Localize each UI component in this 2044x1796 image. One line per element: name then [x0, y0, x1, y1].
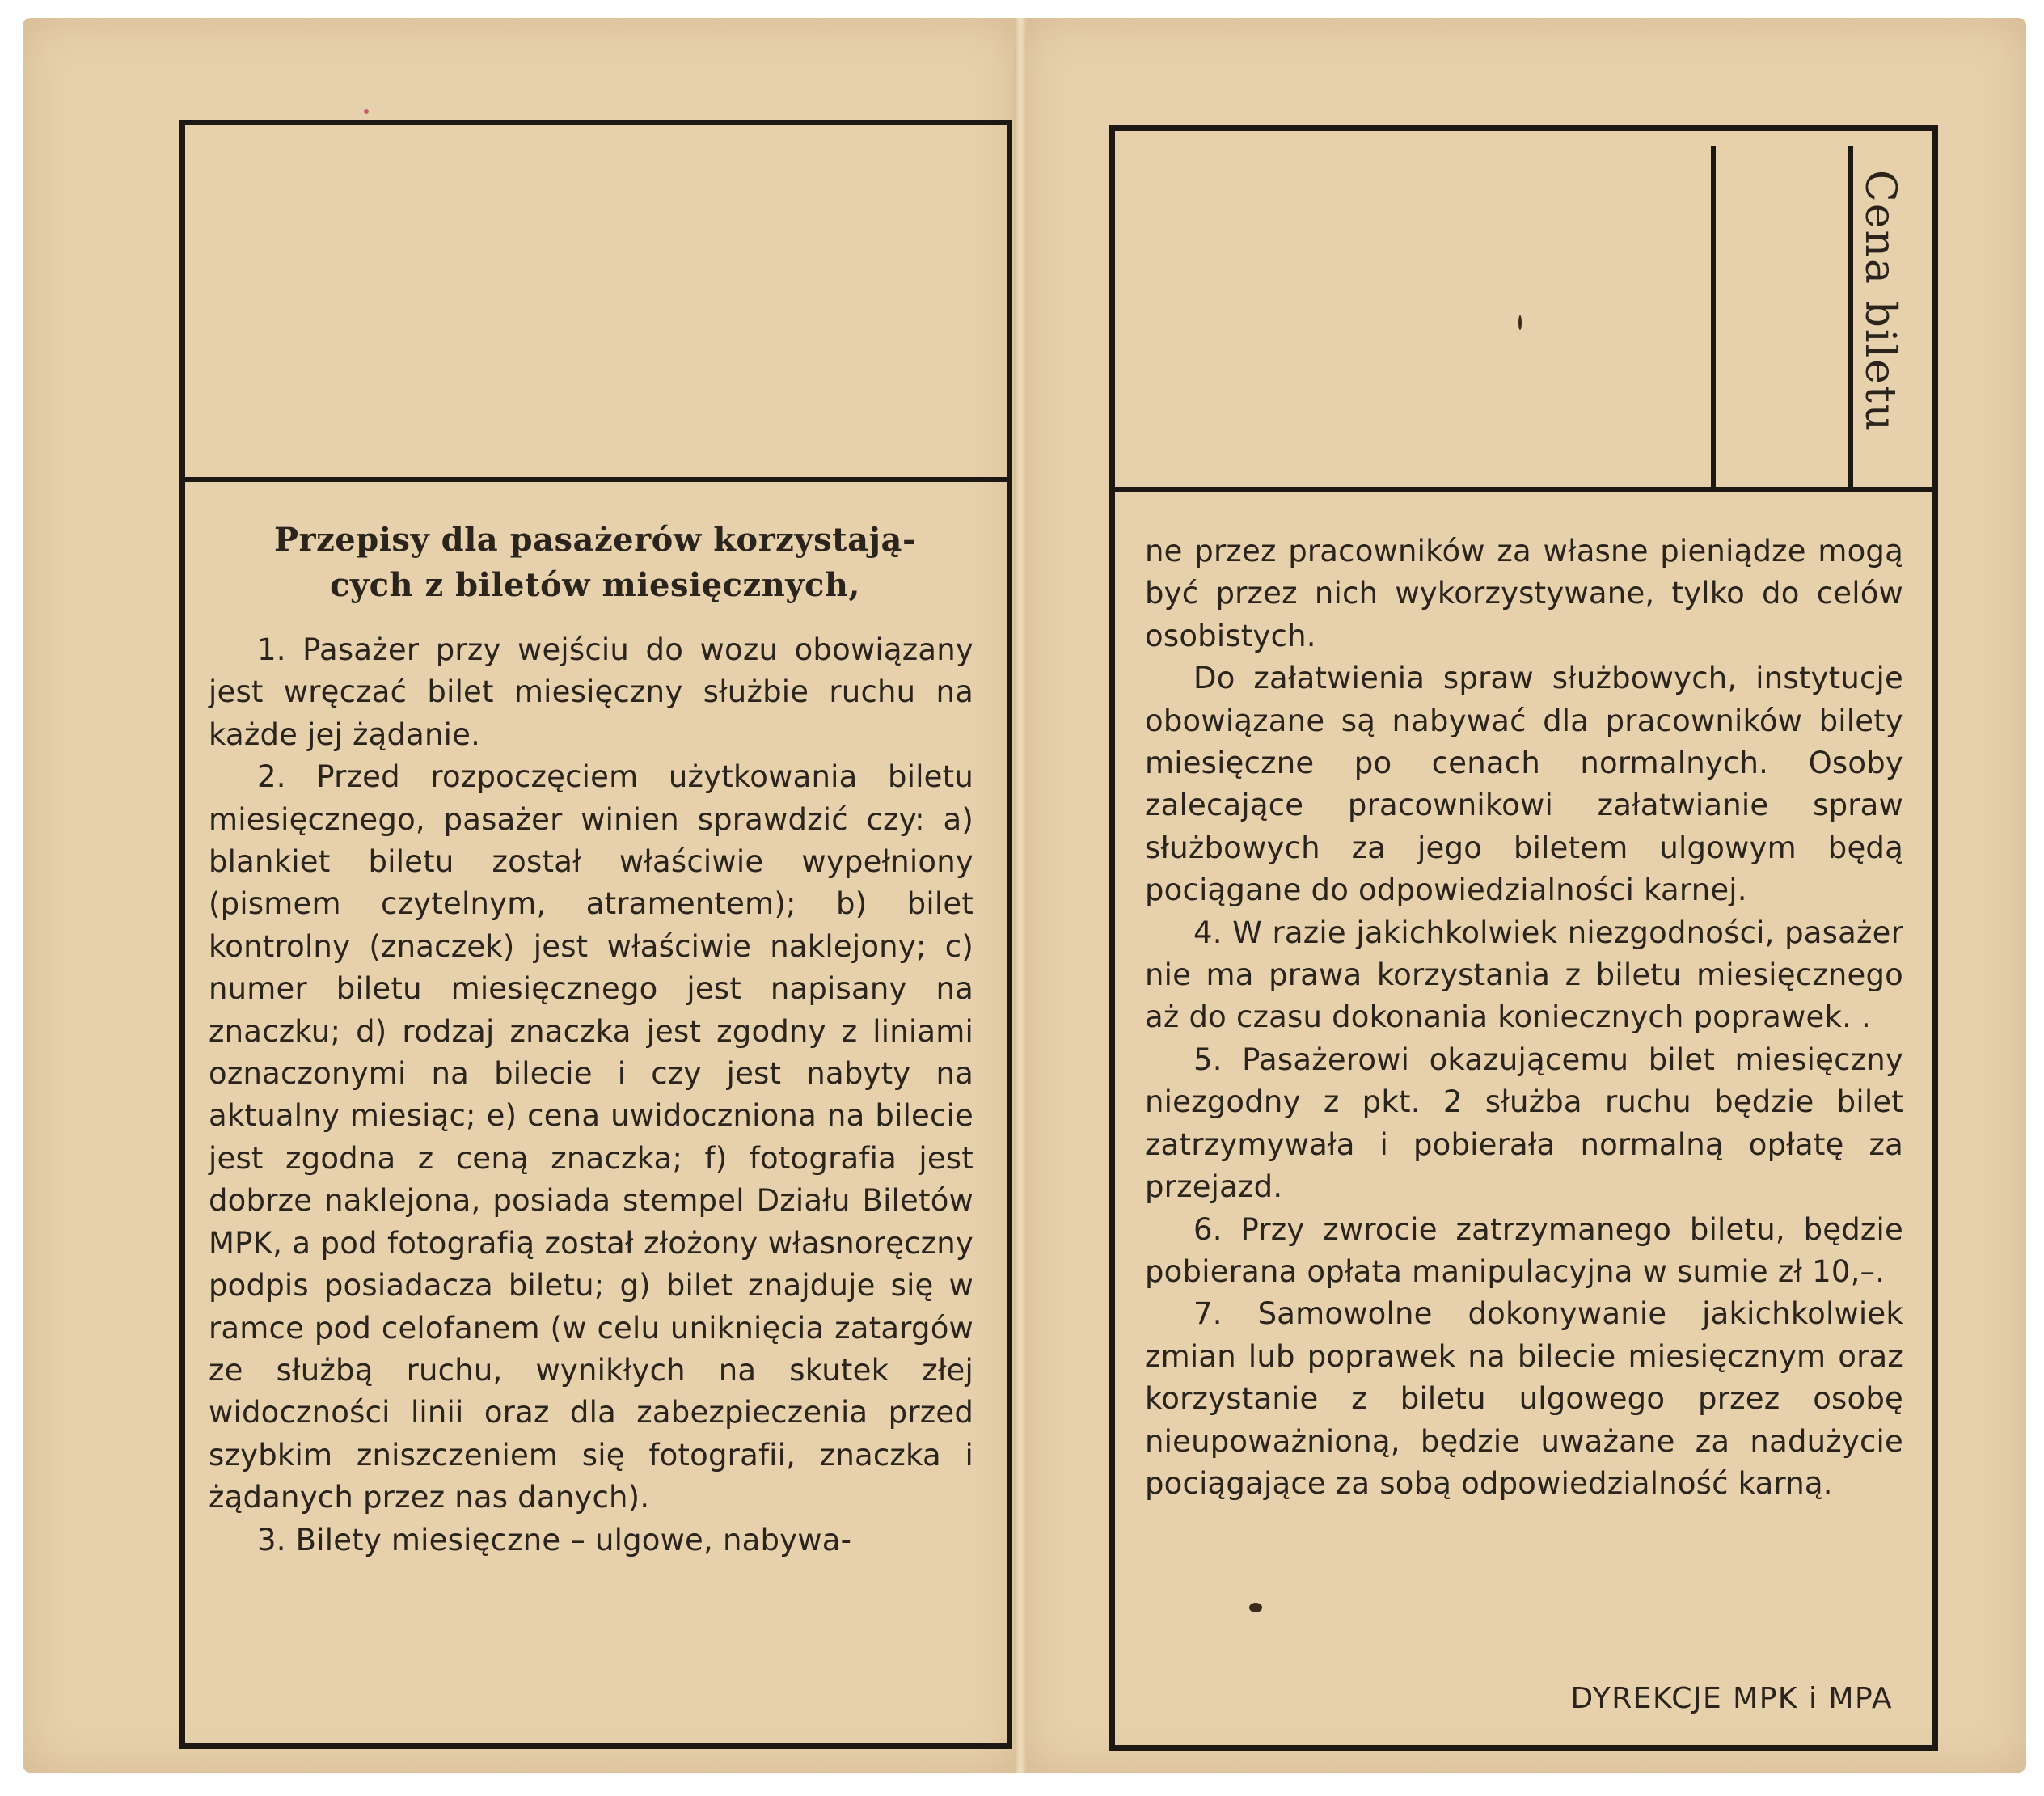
rule-7: 7. Samowolne dokonywanie jakichkolwiek zmian lub poprawek na bilecie miesięcznym oraz korzystanie z biletu ulgowego przez osobę nieupoważnioną, będzie uważane za nadużycie pociągające za sobą odpowiedzialność karną. — [1145, 1296, 1903, 1501]
rule-3-continuation: ne przez pracowników za własne pieniądze mogą być przez nich wykorzystywane, tylko do celów osobistych. — [1145, 534, 1903, 653]
rule-3-note: Do załatwienia spraw służbowych, instytucje obowiązane są nabywać dla pracowników bilety miesięczne po cenach normalnych. Osoby zalecające pracownikowi załatwianie spraw służbowych za jego biletem ulgowym będą pociągane do odpowiedzialności karnej. — [1145, 661, 1903, 908]
center-fold — [1014, 18, 1027, 1773]
rules-title-line1: Przepisy dla pasażerów korzystają- — [273, 521, 917, 559]
rule-1: 1. Pasażer przy wejściu do wozu obowiązany jest wręczać bilet miesięczny służbie ruchu na każde jej żądanie. — [209, 632, 973, 752]
right-photo-divider — [1114, 487, 1932, 492]
rule-5: 5. Pasażerowi okazującemu bilet miesięczny niezgodny z pkt. 2 służba ruchu będzie bilet zatrzymywała i pobierała normalną opłatę za przejazd. — [1145, 1042, 1903, 1205]
rule-6: 6. Przy zwrocie zatrzymanego biletu, będzie pobierana opłata manipulacyjna w sumie zł 10,–. — [1145, 1211, 1903, 1289]
paper-speck — [1518, 315, 1522, 330]
price-label: Cena biletu — [1856, 170, 1904, 433]
right-price-divider — [1848, 146, 1853, 487]
right-inner-divider — [1711, 146, 1716, 487]
left-blank-field — [186, 126, 1007, 475]
rules-title-line2: cych z biletów miesięcznych, — [330, 566, 860, 604]
right-rules-column — [1145, 530, 1903, 1505]
rule-4: 4. W razie jakichkolwiek niezgodności, pasażer nie ma prawa korzystania z biletu miesięcznego aż do czasu dokonania koniecznych poprawek. . — [1145, 915, 1903, 1035]
left-photo-divider — [184, 477, 1007, 482]
paper-speck — [1249, 1603, 1262, 1612]
paper-speck — [364, 109, 369, 114]
rule-2: 2. Przed rozpoczęciem użytkowania biletu miesięcznego, pasażer winien sprawdzić czy: a) blankiet biletu został właściwie wypełniony (pismem czytelnym, atramentem); b) bilet kontrolny (znaczek) jest właściwie naklejony; c) numer biletu miesięcznego jest napisany na znaczku; d) rodzaj znaczka jest zgodny z liniami oznaczonymi na bilecie i czy jest nabyty na aktualny miesiąc; e) cena uwidoczniona na bilecie jest zgodna z ceną znaczka; f) fotografia jest dobrze naklejona, posiada stempel Działu Biletów MPK, a pod fotografią został złożony własnoręczny podpis posiadacza biletu; g) bilet znajduje się w ramce pod celofanem (w celu uniknięcia zatargów ze służbą ruchu, wynikłych na skutek złej widoczności linii oraz dla zabezpieczenia przed szybkim zniszczeniem się fotografii, znaczka i żądanych przez nas danych). — [209, 759, 973, 1515]
left-rules-column — [209, 629, 973, 1561]
rules-title — [207, 518, 983, 608]
issuer-signature: DYREKCJE MPK i MPA — [1570, 1682, 1893, 1715]
right-blank-field — [1116, 131, 1710, 485]
rule-3-start: 3. Bilety miesięczne – ulgowe, nabywa- — [257, 1522, 852, 1557]
